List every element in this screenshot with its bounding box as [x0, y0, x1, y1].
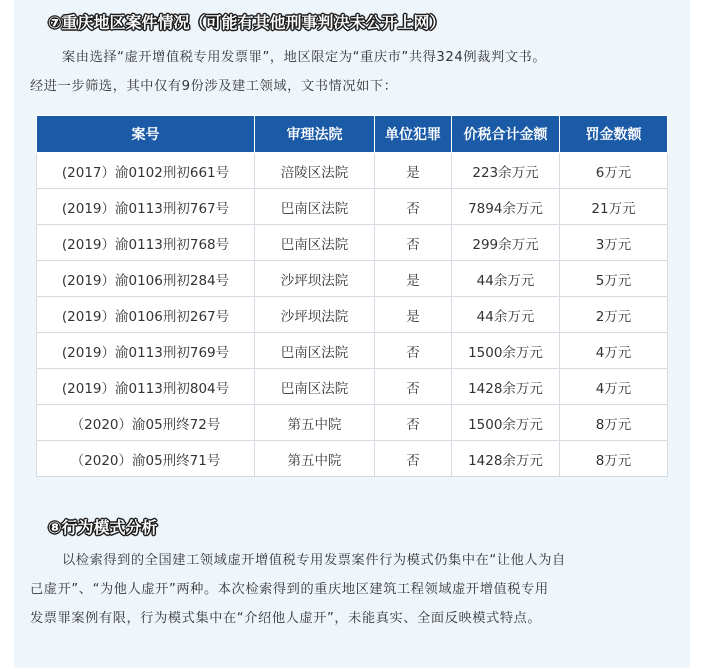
table-row	[37, 225, 668, 261]
table-header-row	[37, 116, 668, 153]
header-case-number: 案号	[37, 116, 255, 153]
header-total-amount: 价税合计金额	[452, 116, 560, 153]
cell-case-number: (2019）渝0106刑初267号	[37, 297, 255, 333]
cell-case-number: (2019）渝0113刑初768号	[37, 225, 255, 261]
table-row	[37, 369, 668, 405]
case-table	[36, 115, 668, 477]
cell-court: 巴南区法院	[255, 333, 375, 369]
cell-fine: 4万元	[560, 333, 668, 369]
cell-unit-crime: 否	[375, 189, 452, 225]
paragraph-line: 案由选择“虚开增值税专用发票罪”，地区限定为“重庆市”共得324例裁判文书。	[62, 50, 547, 65]
cell-court: 巴南区法院	[255, 189, 375, 225]
cell-court: 涪陵区法院	[255, 153, 375, 189]
table-row	[37, 333, 668, 369]
table-body	[37, 153, 668, 477]
cell-unit-crime: 否	[375, 441, 452, 477]
cell-fine: 8万元	[560, 441, 668, 477]
cell-total-amount: 7894余万元	[452, 189, 560, 225]
cell-total-amount: 299余万元	[452, 225, 560, 261]
cell-total-amount: 223余万元	[452, 153, 560, 189]
cell-court: 沙坪坝法院	[255, 297, 375, 333]
cell-court: 巴南区法院	[255, 225, 375, 261]
table-row	[37, 153, 668, 189]
cell-fine: 3万元	[560, 225, 668, 261]
cell-fine: 4万元	[560, 369, 668, 405]
table-row	[37, 441, 668, 477]
table-row	[37, 405, 668, 441]
cell-case-number: (2019）渝0113刑初767号	[37, 189, 255, 225]
header-fine: 罚金数额	[560, 116, 668, 153]
table-row	[37, 297, 668, 333]
cell-case-number: (2017）渝0102刑初661号	[37, 153, 255, 189]
cell-unit-crime: 否	[375, 405, 452, 441]
cell-fine: 6万元	[560, 153, 668, 189]
cell-unit-crime: 否	[375, 333, 452, 369]
cell-unit-crime: 是	[375, 261, 452, 297]
cell-unit-crime: 否	[375, 225, 452, 261]
cell-fine: 5万元	[560, 261, 668, 297]
cell-unit-crime: 是	[375, 153, 452, 189]
cell-total-amount: 44余万元	[452, 297, 560, 333]
paragraph-line: 经进一步筛选，其中仅有9份涉及建工领域，文书情况如下：	[30, 79, 398, 94]
cell-unit-crime: 是	[375, 297, 452, 333]
cell-case-number: （2020）渝05刑终71号	[37, 441, 255, 477]
paragraph-line: 以检索得到的全国建工领域虚开增值税专用发票案件行为模式仍集中在“让他人为自	[62, 553, 566, 568]
cell-court: 沙坪坝法院	[255, 261, 375, 297]
cell-court: 第五中院	[255, 405, 375, 441]
cell-total-amount: 1428余万元	[452, 441, 560, 477]
table-row	[37, 189, 668, 225]
cell-court: 第五中院	[255, 441, 375, 477]
cell-fine: 2万元	[560, 297, 668, 333]
cell-total-amount: 1428余万元	[452, 369, 560, 405]
cell-total-amount: 44余万元	[452, 261, 560, 297]
section-8-paragraph	[30, 546, 678, 633]
section-8-heading: ⑧行为模式分析	[48, 518, 158, 537]
section-7-heading: ⑦重庆地区案件情况（可能有其他刑事判决未公开上网）	[48, 13, 446, 32]
cell-case-number: (2019）渝0113刑初804号	[37, 369, 255, 405]
cell-fine: 8万元	[560, 405, 668, 441]
cell-unit-crime: 否	[375, 369, 452, 405]
cell-case-number: (2019）渝0113刑初769号	[37, 333, 255, 369]
section-7-paragraph	[30, 43, 678, 101]
paragraph-line: 己虚开”、“为他人虚开”两种。本次检索得到的重庆地区建筑工程领域虚开增值税专用	[30, 582, 549, 597]
table-row	[37, 261, 668, 297]
cell-case-number: (2019）渝0106刑初284号	[37, 261, 255, 297]
cell-total-amount: 1500余万元	[452, 405, 560, 441]
header-unit-crime: 单位犯罪	[375, 116, 452, 153]
cell-total-amount: 1500余万元	[452, 333, 560, 369]
header-court: 审理法院	[255, 116, 375, 153]
cell-court: 巴南区法院	[255, 369, 375, 405]
paragraph-line: 发票罪案例有限，行为模式集中在“介绍他人虚开”，未能真实、全面反映模式特点。	[30, 611, 542, 626]
cell-case-number: （2020）渝05刑终72号	[37, 405, 255, 441]
cell-fine: 21万元	[560, 189, 668, 225]
